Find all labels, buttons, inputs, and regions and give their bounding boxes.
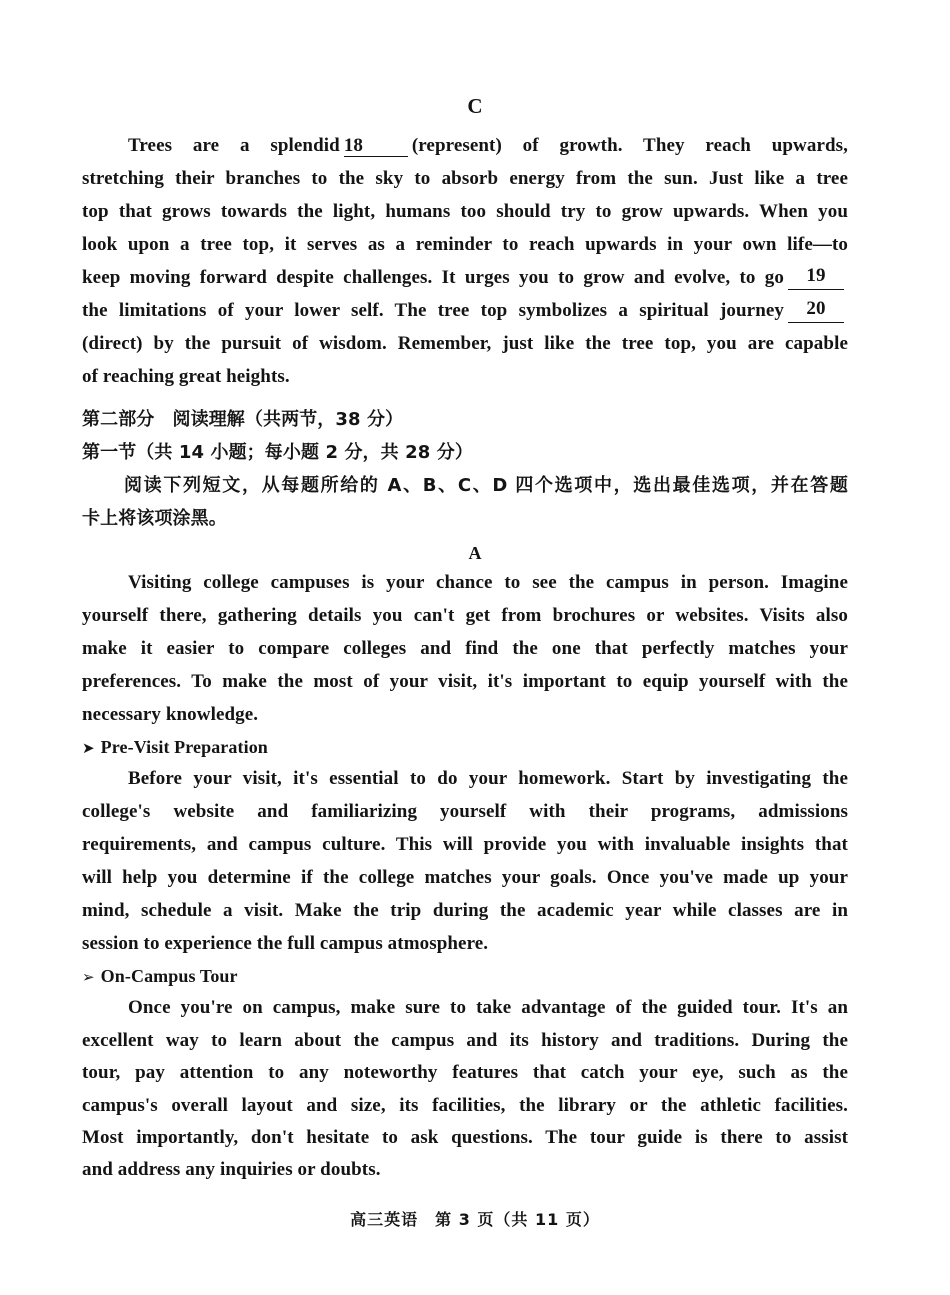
para1-line-2: college's website and familiarizing yourself with their programs, admissions [82, 801, 848, 822]
passage-c-line-8: of reaching great heights. [82, 366, 290, 387]
section1-title: 第一节（共 14 小题；每小题 2 分，共 28 分） [82, 442, 473, 463]
line-text: (represent) of growth. They reach upwards, [411, 135, 848, 156]
heading-text: Pre-Visit Preparation [100, 737, 268, 757]
passage-c-line-7: (direct) by the pursuit of wisdom. Remember, just like the tree top, you are capable [82, 333, 848, 354]
line-text: the limitations of your lower self. The tree top symbolizes a spiritual journey [82, 300, 784, 321]
passage-c-line-2: stretching their branches to the sky to absorb energy from the sun. Just like a tree [82, 168, 848, 189]
instruction-line-1: 阅读下列短文，从每题所给的 A、B、C、D 四个选项中，选出最佳选项，并在答题 [124, 475, 848, 496]
para2-line-2: excellent way to learn about the campus and its history and traditions. During the [82, 1030, 848, 1051]
passage-c-line-1 [128, 134, 848, 158]
passage-c-line-6 [82, 299, 848, 323]
intro-line-2: yourself there, gathering details you can't get from brochures or websites. Visits also [82, 605, 848, 626]
line-text: Trees are a splendid [128, 135, 340, 156]
passage-c-line-3: top that grows towards the light, humans too should try to grow upwards. When you [82, 201, 848, 222]
blank-20: 20 [788, 299, 844, 323]
para2-line-5: Most importantly, don't hesitate to ask questions. The tour guide is there to assist [82, 1127, 848, 1148]
para1-line-4: will help you determine if the college matches your goals. Once you've made up your [82, 867, 848, 888]
passage-a-letter: A [468, 543, 482, 563]
instruction-line-2: 卡上将该项涂黑。 [82, 508, 227, 529]
para2-line-4: campus's overall layout and size, its facilities, the library or the athletic facilities. [82, 1095, 848, 1116]
para1-line-6: session to experience the full campus atmosphere. [82, 933, 489, 954]
arrowhead-icon: ➢ [82, 968, 95, 986]
para2-line-6: and address any inquiries or doubts. [82, 1159, 381, 1180]
intro-line-3: make it easier to compare colleges and find the one that perfectly matches your [82, 638, 848, 659]
arrowhead-icon: ➤ [82, 739, 95, 757]
para2-line-3: tour, pay attention to any noteworthy features that catch your eye, such as the [82, 1062, 848, 1083]
heading-pre-visit [82, 735, 848, 760]
intro-line-1: Visiting college campuses is your chance to see the campus in person. Imagine [128, 572, 848, 593]
heading-text: On-Campus Tour [100, 966, 238, 986]
blank-19: 19 [788, 266, 844, 290]
page-footer: 高三英语 第 3 页（共 11 页） [350, 1210, 600, 1229]
passage-c-line-5 [82, 266, 848, 290]
para1-line-3: requirements, and campus culture. This will provide you with invaluable insights that [82, 834, 848, 855]
part2-title: 第二部分 阅读理解（共两节，38 分） [82, 409, 404, 430]
intro-line-4: preferences. To make the most of your visit, it's important to equip yourself with the [82, 671, 848, 692]
intro-line-5: necessary knowledge. [82, 704, 259, 725]
passage-c-letter: C [467, 94, 483, 118]
para2-line-1: Once you're on campus, make sure to take advantage of the guided tour. It's an [128, 997, 848, 1018]
passage-c-line-4: look upon a tree top, it serves as a reminder to reach upwards in your own life—to [82, 234, 848, 255]
heading-on-campus [82, 964, 848, 989]
para1-line-5: mind, schedule a visit. Make the trip during the academic year while classes are in [82, 900, 848, 921]
blank-18: 18 [344, 136, 408, 157]
line-text: keep moving forward despite challenges. It urges you to grow and evolve, to go [82, 267, 784, 288]
para1-line-1: Before your visit, it's essential to do your homework. Start by investigating the [128, 768, 848, 789]
